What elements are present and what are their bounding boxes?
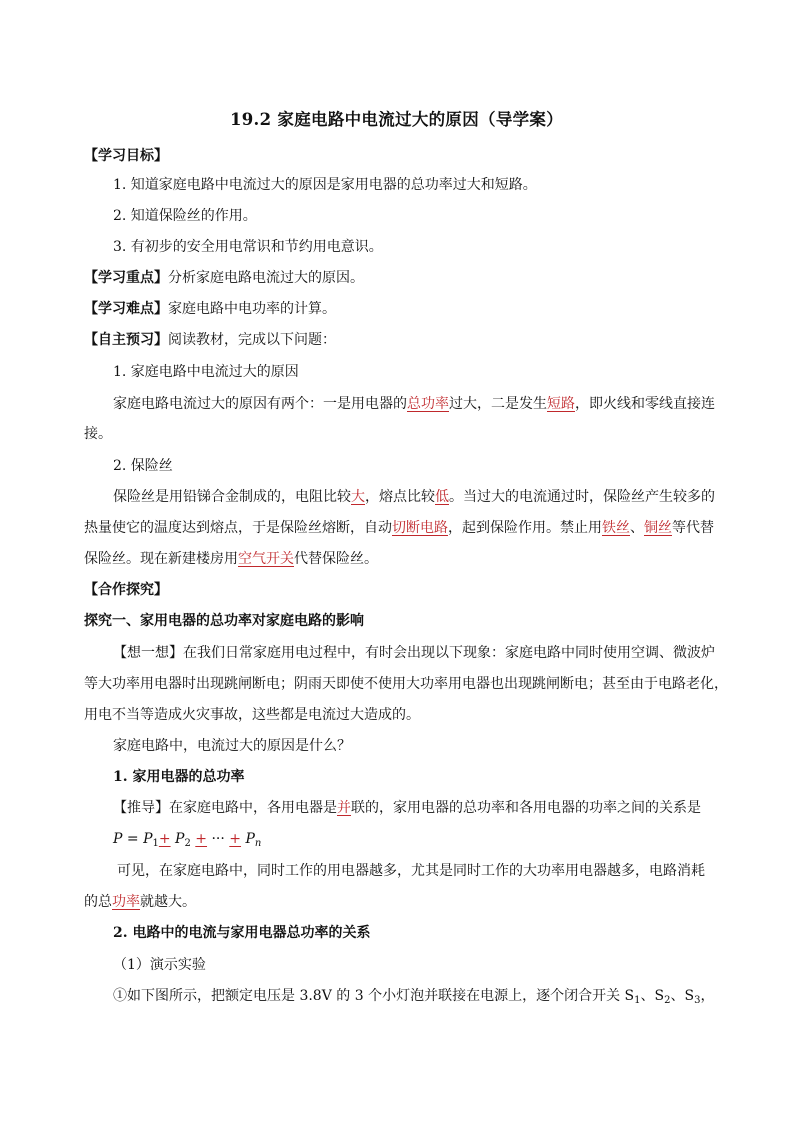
text-run: 、S: [670, 988, 695, 1004]
formula-plus-blank: +: [195, 831, 208, 847]
formula-symbol: P: [175, 831, 185, 847]
focus-label: 【学习重点】: [84, 270, 168, 286]
blank-answer: 低: [435, 489, 449, 505]
difficulty-text: 家庭电路中电功率的计算。: [168, 301, 336, 317]
difficulty-line: [84, 299, 336, 319]
blank-answer: 并: [337, 800, 351, 816]
blank-answer: 铜丝: [644, 520, 672, 536]
think-line1: 【想一想】在我们日常家庭用电过程中，有时会出现以下现象：家庭电路中同时使用空调、微波炉: [113, 645, 715, 661]
goal-item-2: 2. 知道保险丝的作用。: [113, 208, 257, 224]
text-run: 【推导】在家庭电路中，各用电器是: [113, 800, 337, 816]
blank-answer: 空气开关: [238, 551, 294, 567]
text-run: 热量使它的温度达到熔点，于是保险丝熔断，自动: [84, 520, 392, 536]
think-line2: 等大功率用电器时出现跳闸断电；阴雨天即使不使用大功率用电器也出现跳闸断电；甚至由于电路老化，: [84, 676, 728, 692]
text-run: 等代替: [672, 520, 714, 536]
blank-answer: 切断电路: [392, 520, 448, 536]
subscript: 2: [664, 995, 671, 1006]
blank-answer: 功率: [112, 894, 140, 910]
difficulty-label: 【学习难点】: [84, 301, 168, 317]
demo-line1: [113, 986, 714, 1011]
blank-answer: 大: [351, 489, 365, 505]
preview-q1-title: 1. 家庭电路中电流过大的原因: [113, 364, 299, 380]
text-run: 就越大。: [140, 894, 196, 910]
blank-answer: 短路: [547, 396, 575, 412]
subscript: 1: [634, 995, 641, 1006]
formula-symbol: P: [245, 831, 255, 847]
text-run: 保险丝是用铅锑合金制成的，电阻比较: [113, 489, 351, 505]
preview-label: 【自主预习】: [84, 332, 168, 348]
text-run: 联的，家用电器的总功率和各用电器的功率之间的关系是: [351, 800, 701, 816]
formula: [113, 829, 261, 854]
text-run: ，: [700, 988, 715, 1004]
preview-text: 阅读教材，完成以下问题：: [168, 332, 336, 348]
preview-q1-line1: [113, 394, 715, 414]
preview-line: [84, 330, 336, 350]
subscript: 3: [694, 995, 701, 1006]
formula-subscript: 2: [184, 838, 191, 849]
goals-heading: 【学习目标】: [84, 148, 168, 164]
goal-item-1: 1. 知道家庭电路中电流过大的原因是家用电器的总功率过大和短路。: [113, 177, 537, 193]
text-run: ①如下图所示，把额定电压是 3.8V 的 3 个小灯泡并联接在电源上，逐个闭合开关 S: [113, 988, 635, 1004]
conclusion-line1: 可见，在家庭电路中，同时工作的用电器越多，尤其是同时工作的大功率用电器越多，电路消耗: [117, 863, 705, 879]
section1-heading: 1. 家用电器的总功率: [113, 769, 245, 785]
derive-line: [113, 798, 701, 818]
question-line: 家庭电路中，电流过大的原因是什么？: [113, 738, 351, 754]
blank-answer: 总功率: [407, 396, 449, 412]
text-run: 、S: [640, 988, 665, 1004]
formula-subscript: n: [254, 838, 262, 849]
blank-answer: 铁丝: [602, 520, 630, 536]
text-run: ，即火线和零线直接连: [575, 396, 715, 412]
demo-heading: （1）演示实验: [113, 957, 206, 973]
formula-symbol: P: [143, 831, 153, 847]
preview-q2-line2: [84, 518, 714, 538]
text-run: ，熔点比较: [365, 489, 435, 505]
formula-plus-blank: +: [229, 831, 242, 847]
coop-heading: 【合作探究】: [84, 582, 168, 598]
formula-ellipsis: ···: [211, 831, 225, 847]
text-run: 。当过大的电流通过时，保险丝产生较多的: [449, 489, 715, 505]
preview-q2-title: 2. 保险丝: [113, 458, 173, 474]
focus-line: [84, 268, 364, 288]
page-title: 19.2 家庭电路中电流过大的原因（导学案）: [229, 110, 564, 129]
preview-q2-line1: [113, 487, 715, 507]
formula-subscript: 1: [152, 838, 159, 849]
text-run: 代替保险丝。: [294, 551, 378, 567]
text-run: 、: [630, 520, 644, 536]
focus-text: 分析家庭电路电流过大的原因。: [168, 270, 364, 286]
text-run: ，起到保险作用。禁止用: [448, 520, 602, 536]
text-run: 的总: [84, 894, 112, 910]
text-run: 家庭电路电流过大的原因有两个：一是用电器的: [113, 396, 407, 412]
text-run: 保险丝。现在新建楼房用: [84, 551, 238, 567]
explore1-heading: 探究一、家用电器的总功率对家庭电路的影响: [84, 613, 364, 629]
preview-q1-line2: 接。: [84, 426, 112, 442]
goal-item-3: 3. 有初步的安全用电常识和节约用电意识。: [113, 239, 383, 255]
text-run: 过大，二是发生: [449, 396, 547, 412]
formula-plus-blank: +: [158, 831, 171, 847]
formula-equals: =: [122, 831, 144, 847]
conclusion-line2: [84, 892, 196, 912]
section2-heading: 2. 电路中的电流与家用电器总功率的关系: [113, 925, 371, 941]
think-line3: 用电不当等造成火灾事故，这些都是电流过大造成的。: [84, 707, 420, 723]
formula-symbol: P: [113, 831, 123, 847]
preview-q2-line3: [84, 549, 378, 569]
